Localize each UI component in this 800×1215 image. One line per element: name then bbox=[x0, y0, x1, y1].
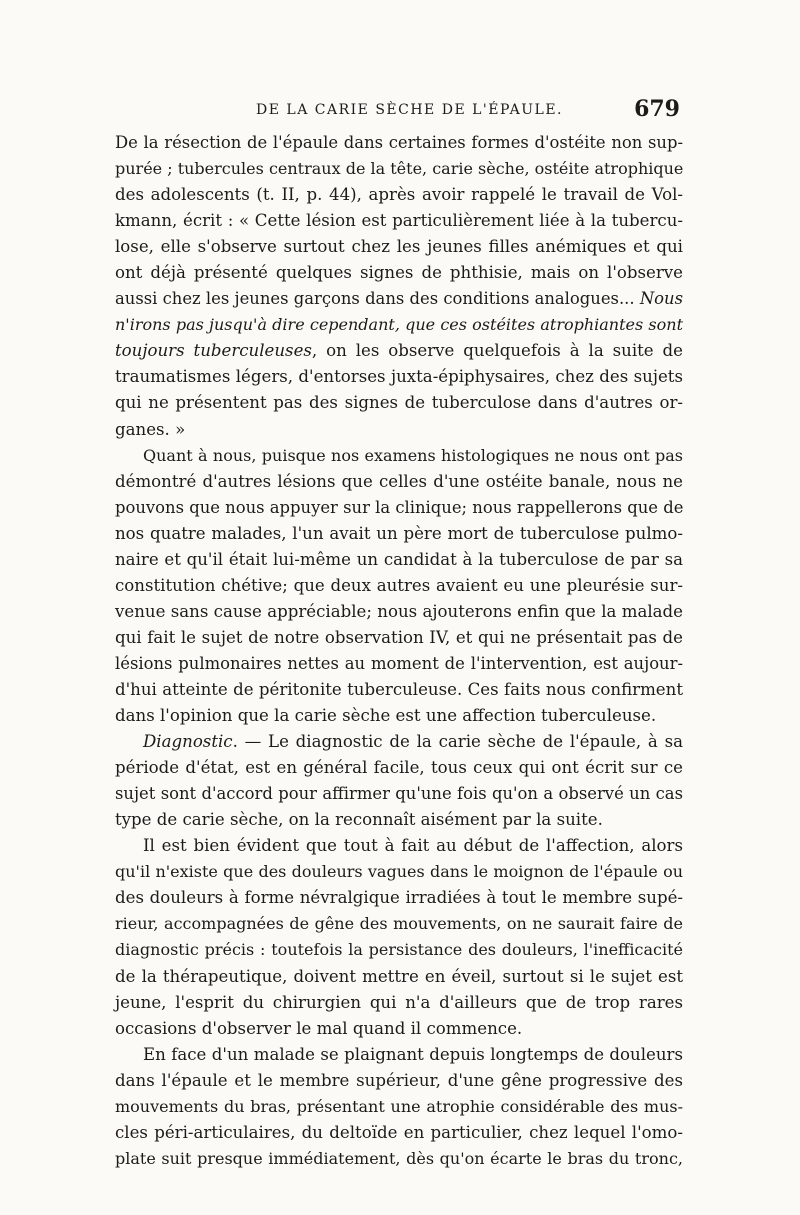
text-line: Diagnostic. — Le diagnostic de la carie sèche de l'épaule, à sa bbox=[143, 732, 683, 752]
text-line: type de carie sèche, on la reconnaît aisément par la suite. bbox=[115, 810, 603, 830]
text-line: jeune, l'esprit du chirurgien qui n'a d'ailleurs que de trop rares bbox=[115, 992, 683, 1012]
text-line: purée ; tubercules centraux de la tête, carie sèche, ostéite atrophique bbox=[115, 159, 684, 179]
text-line: d'hui atteinte de péritonite tuberculeuse. Ces faits nous confirment bbox=[115, 679, 683, 699]
text-line: aussi chez les jeunes garçons dans des conditions analogues... Nous bbox=[115, 289, 683, 309]
text-line: En face d'un malade se plaignant depuis longtemps de douleurs bbox=[143, 1044, 683, 1064]
text-line: pouvons que nous appuyer sur la clinique; nous rappellerons que de bbox=[115, 497, 684, 517]
page-number: 679 bbox=[634, 96, 680, 122]
text-line: Quant à nous, puisque nos examens histologiques ne nous ont pas bbox=[143, 445, 683, 465]
text-line: constitution chétive; que deux autres avaient eu une pleurésie sur- bbox=[115, 575, 683, 595]
text-line: dans l'opinion que la carie sèche est une affection tuberculeuse. bbox=[115, 706, 657, 726]
text-line: occasions d'observer le mal quand il commence. bbox=[115, 1018, 523, 1038]
text-line: qu'il n'existe que des douleurs vagues dans le moignon de l'épaule ou bbox=[115, 862, 683, 882]
text-line: traumatismes légers, d'entorses juxta-épiphysaires, chez des sujets bbox=[115, 367, 683, 387]
text-line: naire et qu'il était lui-même un candidat à la tuberculose de par sa bbox=[115, 549, 683, 569]
running-title: DE LA CARIE SÈCHE DE L'ÉPAULE. bbox=[256, 102, 563, 118]
text-line: toujours tuberculeuses, on les observe quelquefois à la suite de bbox=[115, 341, 683, 361]
text-line: ganes. » bbox=[115, 419, 186, 439]
italic-text: Nous bbox=[639, 289, 683, 309]
text-line: diagnostic précis : toutefois la persistance des douleurs, l'inefficacité bbox=[115, 940, 683, 960]
text-line: des adolescents (t. II, p. 44), après avoir rappelé le travail de Vol- bbox=[115, 185, 683, 205]
text-line: De la résection de l'épaule dans certaines formes d'ostéite non sup- bbox=[115, 133, 683, 152]
text-line: qui fait le sujet de notre observation IV, et qui ne présentait pas de bbox=[115, 627, 683, 647]
section-heading: Diagnostic bbox=[143, 732, 233, 752]
text-line: rieur, accompagnées de gêne des mouvements, on ne saurait faire de bbox=[115, 914, 683, 934]
text-line: des douleurs à forme névralgique irradiées à tout le membre supé- bbox=[115, 888, 683, 908]
italic-text: toujours tuberculeuses bbox=[115, 341, 312, 361]
text-line: lésions pulmonaires nettes au moment de l'intervention, est aujour- bbox=[115, 653, 683, 673]
text-line: nos quatre malades, l'un avait un père mort de tuberculose pulmo- bbox=[115, 523, 683, 543]
text-line: de la thérapeutique, doivent mettre en éveil, surtout si le sujet est bbox=[115, 966, 683, 986]
text-line: cles péri-articulaires, du deltoïde en particulier, chez lequel l'omo- bbox=[115, 1122, 683, 1142]
text-line: démontré d'autres lésions que celles d'une ostéite banale, nous ne bbox=[115, 471, 683, 491]
text-line: qui ne présentent pas des signes de tuberculose dans d'autres or- bbox=[115, 393, 683, 413]
page-header bbox=[118, 96, 680, 126]
text-line: dans l'épaule et le membre supérieur, d'une gêne progressive des bbox=[115, 1070, 683, 1090]
text-line: venue sans cause appréciable; nous ajouterons enfin que la malade bbox=[115, 601, 683, 621]
text-line: sujet sont d'accord pour affirmer qu'une fois qu'on a observé un cas bbox=[115, 784, 683, 804]
italic-text: n'irons pas jusqu'à dire cependant, que ces ostéites atrophiantes sont bbox=[115, 315, 683, 335]
text-line: mouvements du bras, présentant une atrophie considérable des mus- bbox=[115, 1096, 683, 1116]
text-line: ont déjà présenté quelques signes de phthisie, mais on l'observe bbox=[115, 263, 683, 283]
text-line: kmann, écrit : « Cette lésion est particulièrement liée à la tubercu- bbox=[115, 211, 683, 231]
text-line bbox=[115, 312, 683, 338]
body-text bbox=[115, 130, 683, 1172]
text-line: Il est bien évident que tout à fait au début de l'affection, alors bbox=[143, 836, 683, 856]
text-line: plate suit presque immédiatement, dès qu'on écarte le bras du tronc, bbox=[115, 1148, 683, 1168]
text-line: période d'état, est en général facile, tous ceux qui ont écrit sur ce bbox=[115, 758, 683, 778]
text-line: lose, elle s'observe surtout chez les jeunes filles anémiques et qui bbox=[115, 237, 683, 257]
